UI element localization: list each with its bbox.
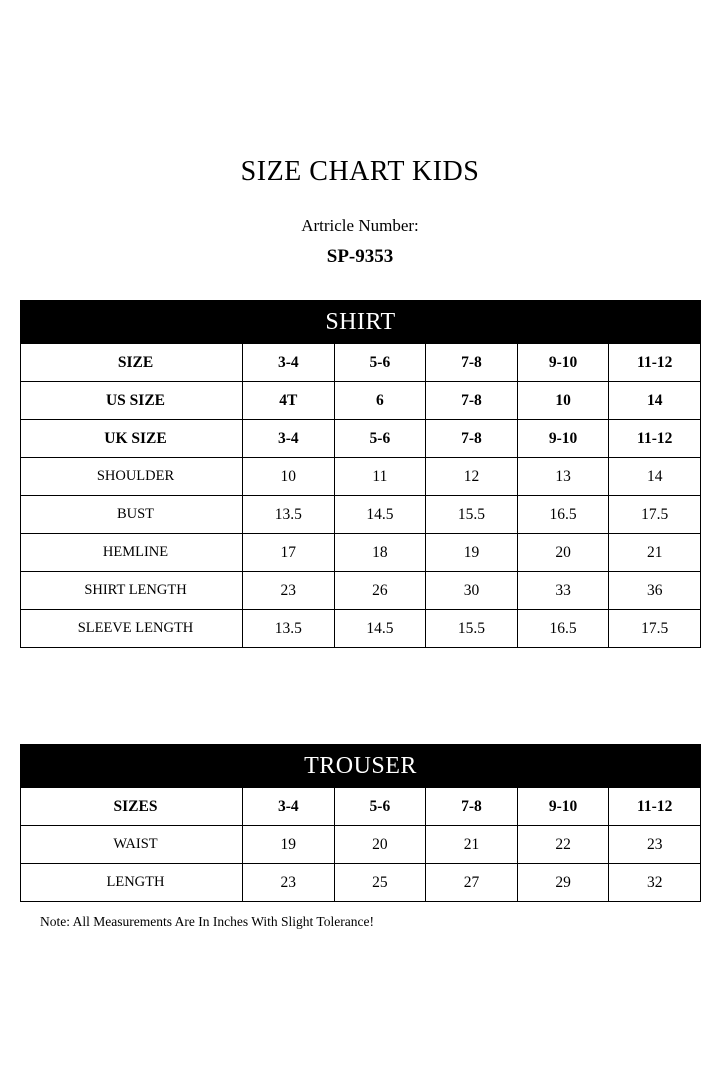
table-cell: 18 bbox=[334, 534, 426, 572]
table-cell: 11 bbox=[334, 458, 426, 496]
table-cell: 4T bbox=[243, 382, 335, 420]
table-cell: 16.5 bbox=[517, 610, 609, 648]
table-cell: 20 bbox=[517, 534, 609, 572]
table-row bbox=[21, 788, 701, 826]
row-label: WAIST bbox=[21, 826, 243, 864]
table-cell: 16.5 bbox=[517, 496, 609, 534]
table-cell: 30 bbox=[426, 572, 518, 610]
row-label: SLEEVE LENGTH bbox=[21, 610, 243, 648]
row-label: US SIZE bbox=[21, 382, 243, 420]
table-row bbox=[21, 534, 701, 572]
table-cell: 12 bbox=[426, 458, 518, 496]
table-cell: 13.5 bbox=[243, 496, 335, 534]
table-cell: 14 bbox=[609, 382, 701, 420]
table-cell: 10 bbox=[243, 458, 335, 496]
table-cell: 3-4 bbox=[243, 420, 335, 458]
table-cell: 32 bbox=[609, 864, 701, 902]
measurement-note: Note: All Measurements Are In Inches With Slight Tolerance! bbox=[40, 914, 374, 929]
shirt-size-table bbox=[20, 300, 701, 648]
table-cell: 23 bbox=[609, 826, 701, 864]
table-cell: 25 bbox=[334, 864, 426, 902]
table-band-row bbox=[21, 745, 701, 788]
row-label: SIZES bbox=[21, 788, 243, 826]
row-label: UK SIZE bbox=[21, 420, 243, 458]
table-cell: 14.5 bbox=[334, 496, 426, 534]
table-row bbox=[21, 420, 701, 458]
trouser-band-label: TROUSER bbox=[21, 745, 701, 788]
table-row bbox=[21, 610, 701, 648]
table-cell: 9-10 bbox=[517, 344, 609, 382]
table-cell: 5-6 bbox=[334, 420, 426, 458]
table-cell: 9-10 bbox=[517, 788, 609, 826]
table-cell: 11-12 bbox=[609, 344, 701, 382]
table-row bbox=[21, 344, 701, 382]
table-cell: 17 bbox=[243, 534, 335, 572]
table-cell: 20 bbox=[334, 826, 426, 864]
table-cell: 36 bbox=[609, 572, 701, 610]
table-cell: 14.5 bbox=[334, 610, 426, 648]
table-cell: 19 bbox=[243, 826, 335, 864]
row-label: LENGTH bbox=[21, 864, 243, 902]
trouser-table-container bbox=[20, 648, 700, 902]
table-cell: 7-8 bbox=[426, 788, 518, 826]
page-title: SIZE CHART KIDS bbox=[240, 156, 480, 187]
table-cell: 5-6 bbox=[334, 788, 426, 826]
table-cell: 3-4 bbox=[243, 344, 335, 382]
table-cell: 6 bbox=[334, 382, 426, 420]
table-cell: 22 bbox=[517, 826, 609, 864]
table-band-row bbox=[21, 301, 701, 344]
article-number-label: Artricle Number: bbox=[301, 216, 419, 235]
table-cell: 29 bbox=[517, 864, 609, 902]
table-cell: 13 bbox=[517, 458, 609, 496]
table-cell: 3-4 bbox=[243, 788, 335, 826]
shirt-band-label: SHIRT bbox=[21, 301, 701, 344]
table-cell: 14 bbox=[609, 458, 701, 496]
row-label: SHOULDER bbox=[21, 458, 243, 496]
shirt-table-container bbox=[20, 268, 700, 648]
row-label: SIZE bbox=[21, 344, 243, 382]
table-cell: 15.5 bbox=[426, 496, 518, 534]
table-cell: 17.5 bbox=[609, 496, 701, 534]
table-cell: 23 bbox=[243, 572, 335, 610]
table-cell: 15.5 bbox=[426, 610, 518, 648]
row-label: SHIRT LENGTH bbox=[21, 572, 243, 610]
table-row bbox=[21, 496, 701, 534]
table-cell: 23 bbox=[243, 864, 335, 902]
table-cell: 26 bbox=[334, 572, 426, 610]
table-cell: 27 bbox=[426, 864, 518, 902]
table-cell: 21 bbox=[609, 534, 701, 572]
table-cell: 5-6 bbox=[334, 344, 426, 382]
table-cell: 17.5 bbox=[609, 610, 701, 648]
table-row bbox=[21, 572, 701, 610]
table-cell: 11-12 bbox=[609, 788, 701, 826]
table-cell: 33 bbox=[517, 572, 609, 610]
table-cell: 7-8 bbox=[426, 344, 518, 382]
table-cell: 7-8 bbox=[426, 420, 518, 458]
table-cell: 13.5 bbox=[243, 610, 335, 648]
row-label: HEMLINE bbox=[21, 534, 243, 572]
table-row bbox=[21, 864, 701, 902]
table-row bbox=[21, 382, 701, 420]
table-cell: 10 bbox=[517, 382, 609, 420]
table-row bbox=[21, 826, 701, 864]
table-cell: 9-10 bbox=[517, 420, 609, 458]
table-cell: 11-12 bbox=[609, 420, 701, 458]
table-cell: 7-8 bbox=[426, 382, 518, 420]
table-row bbox=[21, 458, 701, 496]
article-number-value: SP-9353 bbox=[326, 246, 394, 267]
table-cell: 19 bbox=[426, 534, 518, 572]
row-label: BUST bbox=[21, 496, 243, 534]
table-cell: 21 bbox=[426, 826, 518, 864]
trouser-size-table bbox=[20, 744, 701, 902]
